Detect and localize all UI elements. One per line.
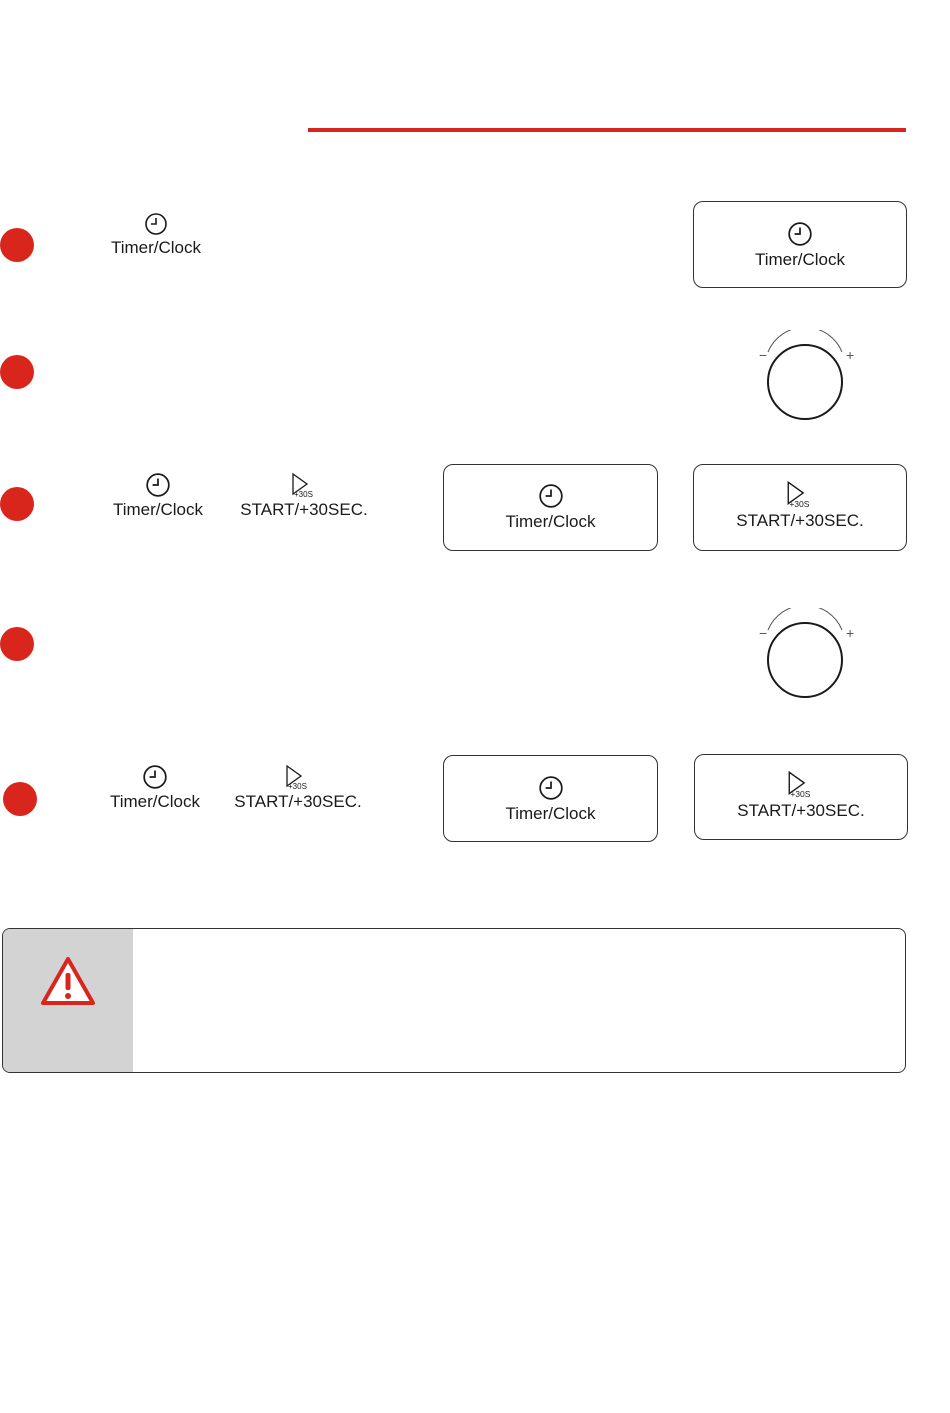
step-5-timer-clock-key xyxy=(99,764,211,812)
step-1-timer-clock-key xyxy=(100,212,212,258)
clock-icon xyxy=(787,221,813,247)
step-2-marker xyxy=(0,355,34,389)
start-icon-text: +30S xyxy=(789,498,810,508)
start-label: START/+30SEC. xyxy=(736,511,864,530)
warning-triangle-icon xyxy=(39,955,97,1007)
start-play-icon xyxy=(289,472,319,498)
timer-clock-label: Timer/Clock xyxy=(754,250,846,269)
clock-icon xyxy=(145,472,171,498)
start-play-icon xyxy=(283,764,313,790)
timer-clock-label: Timer/Clock xyxy=(112,500,204,519)
knob-plus-label: + xyxy=(846,625,855,641)
step-4-control-knob[interactable] xyxy=(750,608,860,708)
step-4-marker xyxy=(0,627,34,661)
step-3-timer-clock-key xyxy=(102,472,214,520)
start-label: START/+30SEC. xyxy=(234,792,362,811)
step-5-marker xyxy=(3,782,37,816)
step-3-start-key xyxy=(240,472,368,520)
start-play-icon xyxy=(785,770,817,798)
timer-clock-label: Timer/Clock xyxy=(505,512,596,531)
start-icon-text: +30S xyxy=(790,788,811,798)
step-3-timer-clock-button[interactable] xyxy=(443,464,658,551)
clock-icon xyxy=(538,483,564,509)
clock-icon xyxy=(144,212,168,236)
clock-icon xyxy=(538,775,564,801)
step-1-marker xyxy=(0,228,34,262)
timer-clock-label: Timer/Clock xyxy=(110,238,202,257)
knob-minus-label: − xyxy=(759,625,768,641)
knob-minus-label: − xyxy=(759,347,768,363)
step-5-start-key xyxy=(234,764,362,812)
step-5-start-button[interactable] xyxy=(694,754,908,840)
step-5-timer-clock-button[interactable] xyxy=(443,755,658,842)
timer-clock-label: Timer/Clock xyxy=(505,804,596,823)
clock-icon xyxy=(142,764,168,790)
start-play-icon xyxy=(784,480,816,508)
step-3-start-button[interactable] xyxy=(693,464,907,551)
step-1-timer-clock-button[interactable] xyxy=(693,201,907,288)
start-label: START/+30SEC. xyxy=(737,801,865,820)
step-2-control-knob[interactable] xyxy=(750,330,860,430)
timer-clock-label: Timer/Clock xyxy=(109,792,201,811)
start-icon-text: +30S xyxy=(288,782,307,790)
step-3-marker xyxy=(0,487,34,521)
knob-plus-label: + xyxy=(846,347,855,363)
warning-box xyxy=(2,928,906,1073)
section-header-rule xyxy=(308,128,906,132)
start-icon-text: +30S xyxy=(294,490,313,498)
start-label: START/+30SEC. xyxy=(240,500,368,519)
